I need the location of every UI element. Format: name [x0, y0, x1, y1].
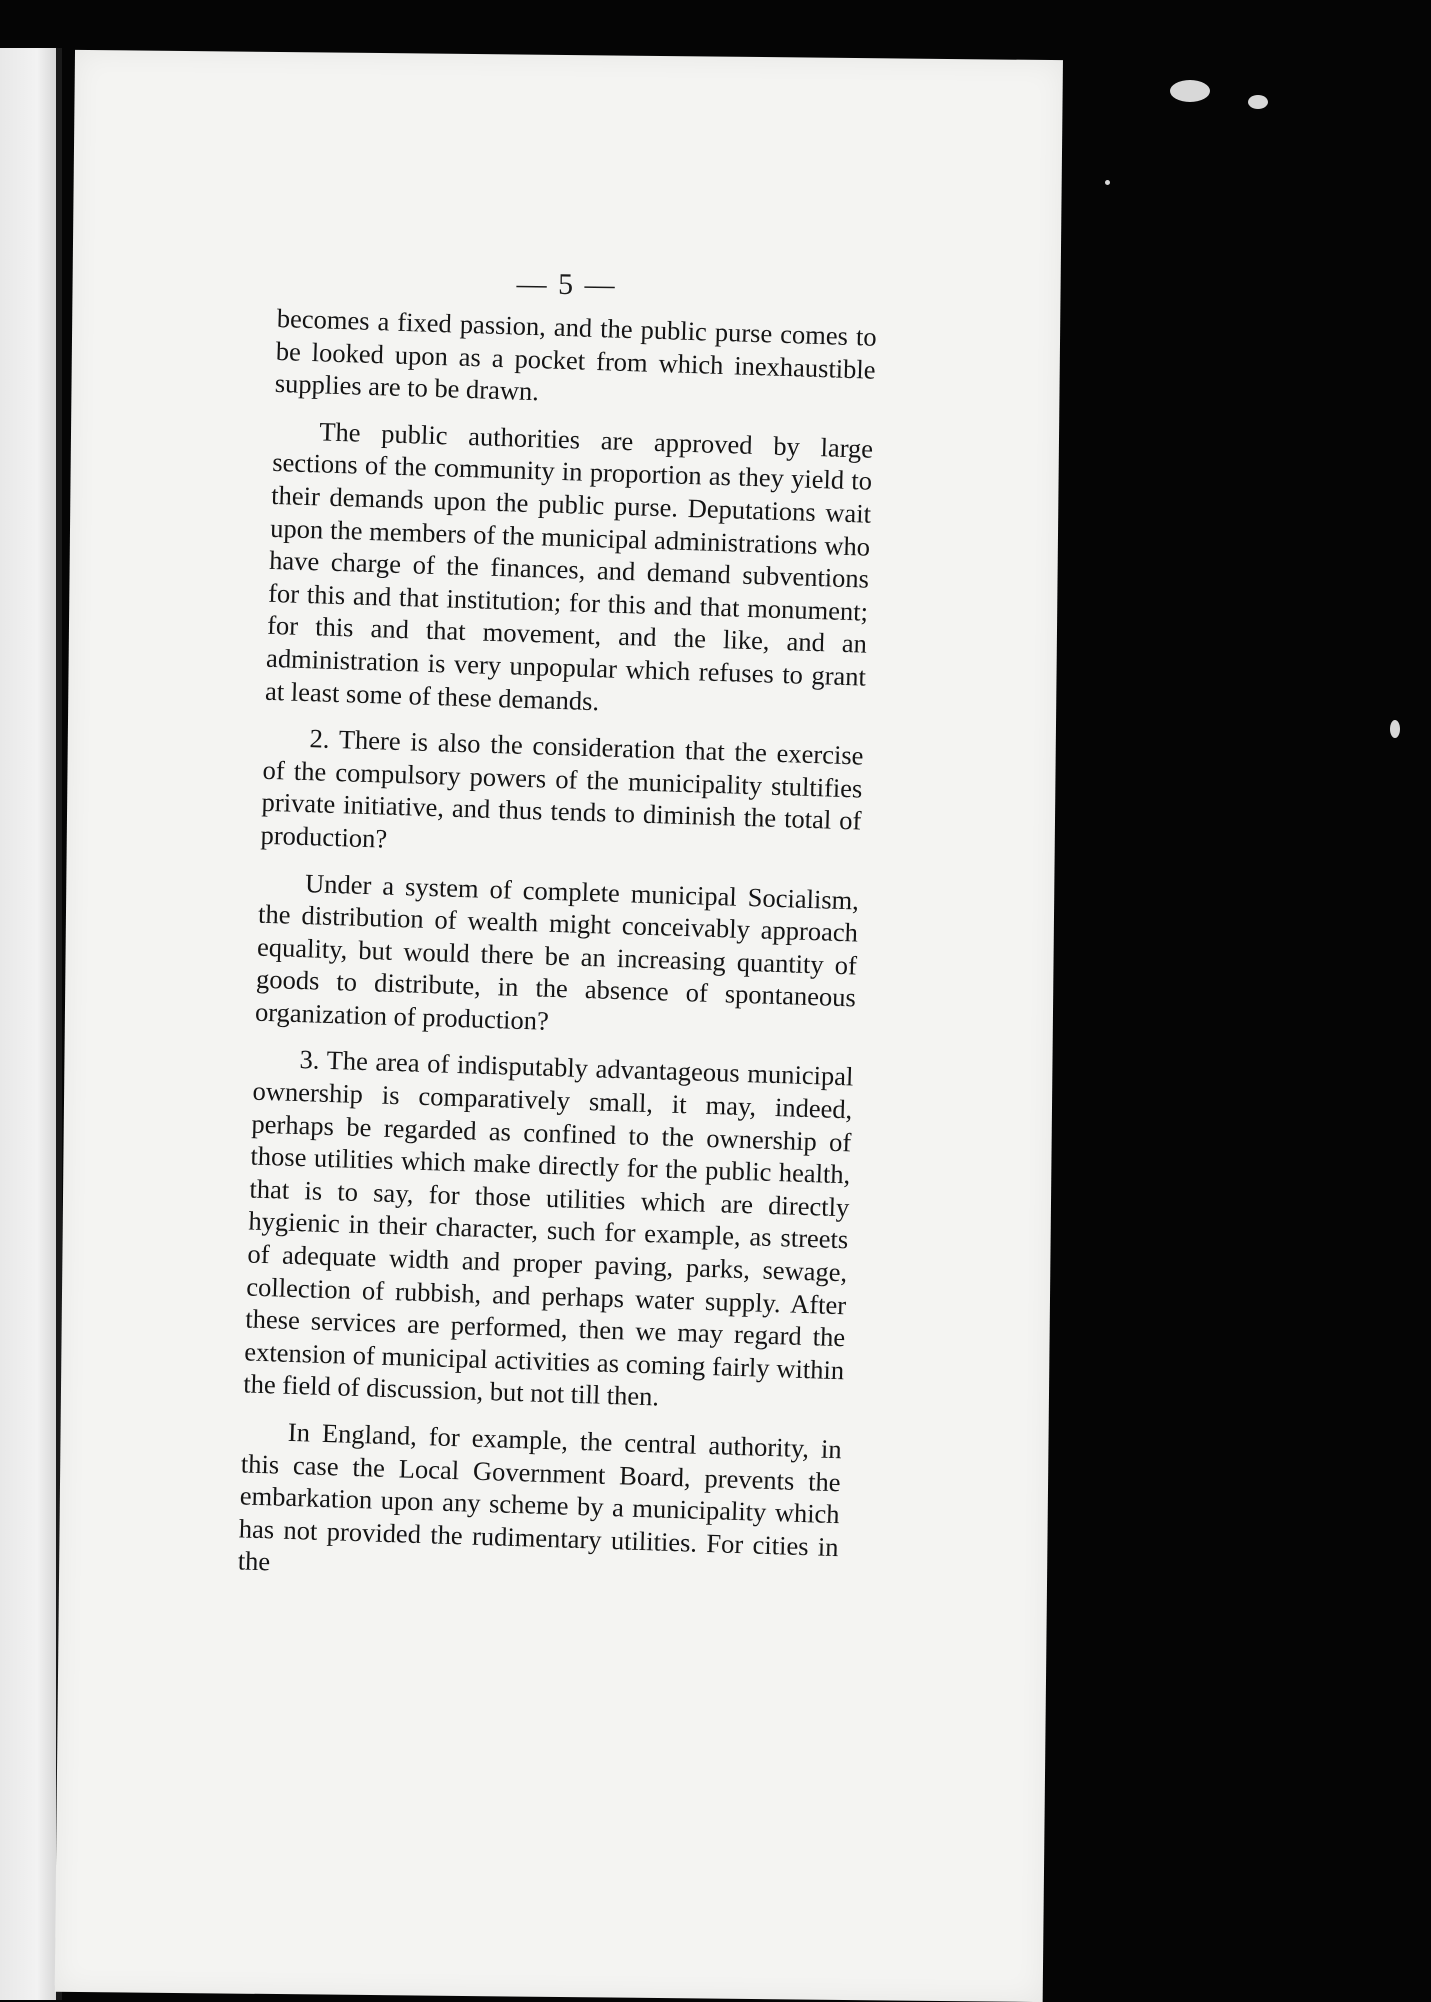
scan-artifact: [1248, 95, 1268, 109]
page-number: — 5 —: [516, 267, 617, 302]
paragraph-2: The public authorities are approved by large sections of the community in proportion as they yield to their demands upon the public purse. Deputations wait upon the members of the municipal administrations who have charge of the finances, and demand subventions for this and that institution; for this and that monument; for this and that movement, and the like, and an administration is very unpopular which refuses to grant at least some of these demands.: [264, 416, 874, 716]
paragraph-1: becomes a fixed passion, and the public purse comes to be looked upon as a pocket from which inexhaustible supplies are to be drawn.: [274, 302, 878, 407]
paragraph-5: 3. The area of indisputably advantageous municipal ownership is comparatively small, it may, indeed, perhaps be regarded as confined to the ownership of those utilities which make directly for the public health, that is to say, for those utilities which are directly hygienic in their character, such for example, as streets of adequate width and proper paving, parks, sewage, collection of rubbish, and perhaps water supply. After these services are performed, then we may regard the extension of municipal activities as coming fairly within the field of discussion, but not till then.: [242, 1044, 854, 1412]
scanned-page: [55, 50, 1063, 2002]
scan-artifact: [1390, 720, 1400, 738]
scan-artifact: [1105, 180, 1110, 185]
paragraph-4: Under a system of complete municipal Socialism, the distribution of wealth might conceivably approach equality, but would there be an increasing quantity of goods to distribute, in the absence of spontaneous organization of production?: [254, 867, 860, 1036]
facing-page-edge: [0, 48, 62, 2000]
paragraph-6: In England, for example, the central authority, in this case the Local Government Board, prevents the embarkation upon any scheme by a municipality which has not provided the rudimentary utilities. For cities in the: [237, 1416, 843, 1577]
body-text: [237, 302, 877, 1610]
scan-artifact: [1170, 80, 1210, 102]
paragraph-3: 2. There is also the consideration that the exercise of the compulsory powers of the municipality stultifies private initiative, and thus tends to diminish the total of production?: [260, 723, 864, 854]
